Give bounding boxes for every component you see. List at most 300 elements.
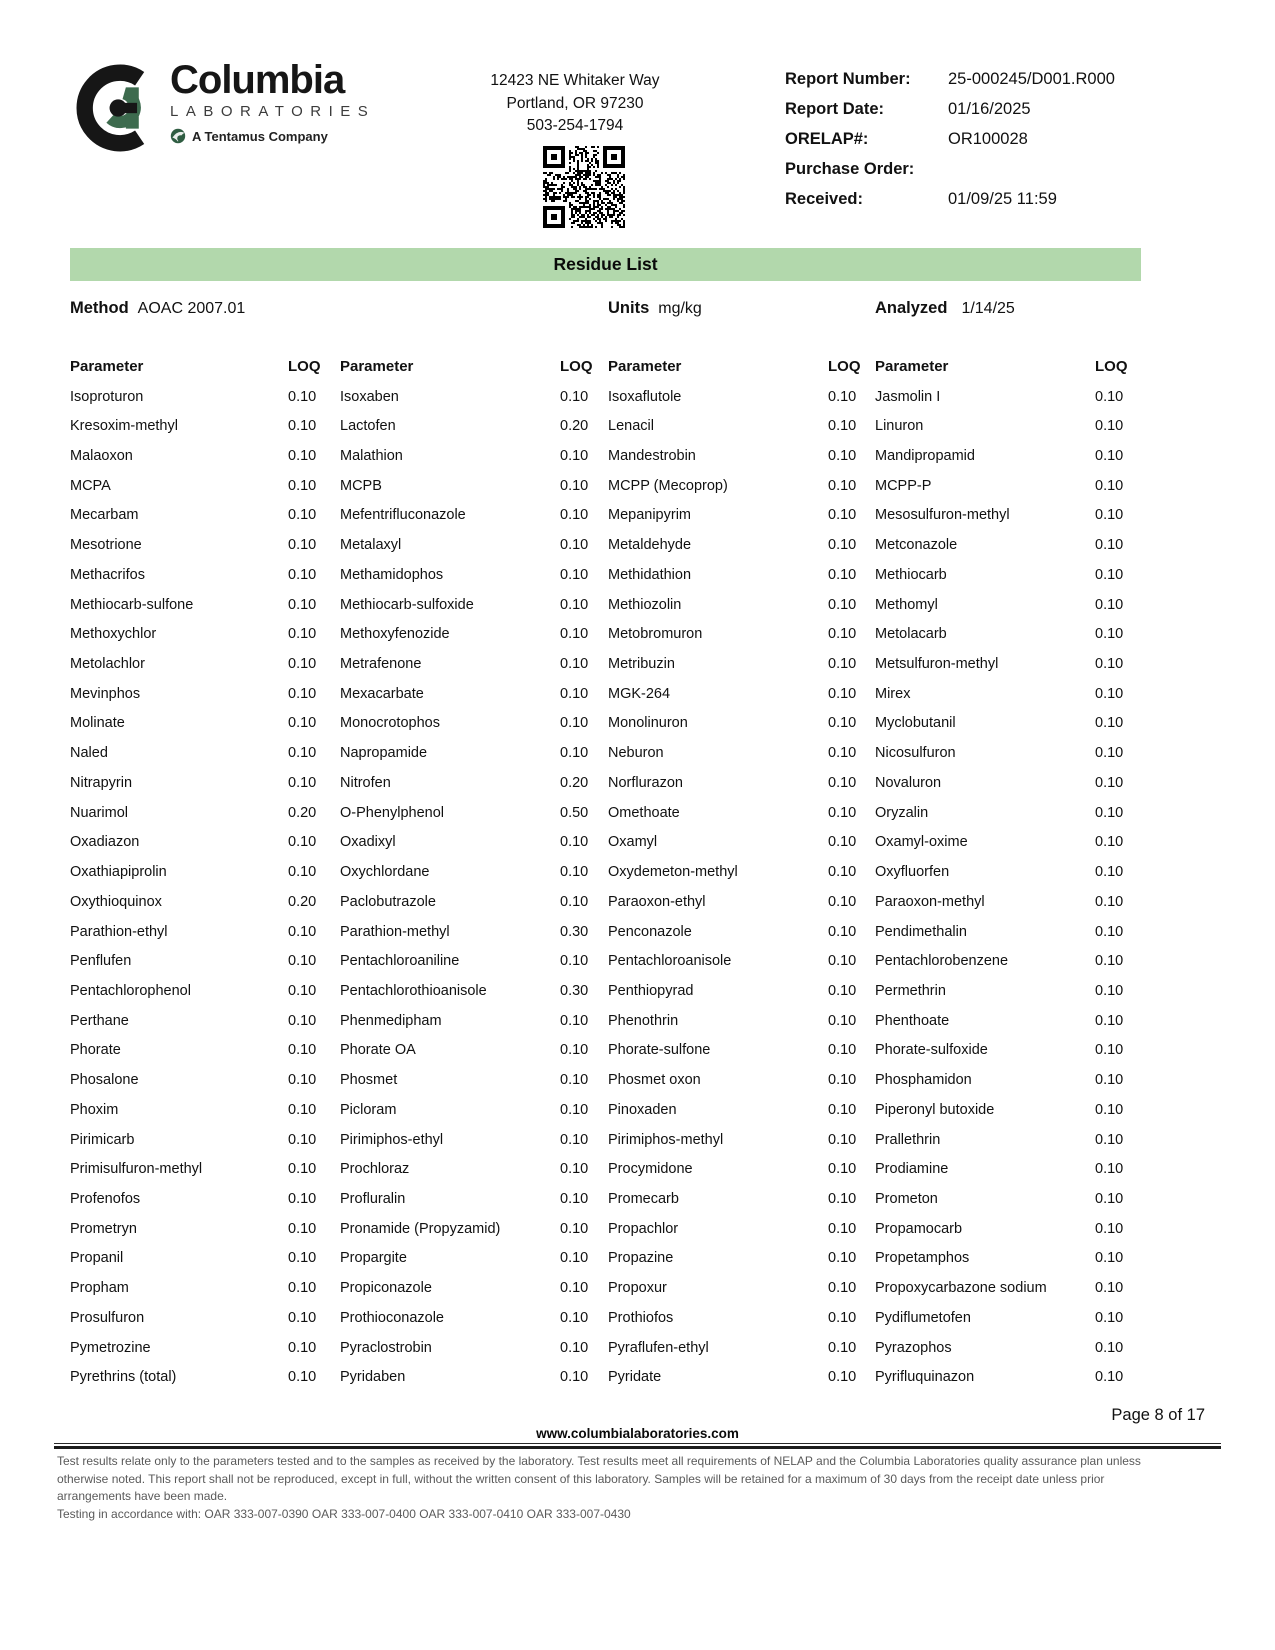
- loq-cell: 0.10: [1095, 1101, 1124, 1118]
- method-value: AOAC 2007.01: [137, 300, 246, 317]
- parameter-cell: Mesosulfuron-methyl: [875, 507, 1010, 524]
- loq-cell: 0.10: [828, 656, 857, 673]
- parameter-cell: Methiozolin: [608, 596, 682, 613]
- report-number-label: Report Number:: [785, 70, 911, 88]
- parameter-cell: O-Phenylphenol: [340, 804, 444, 821]
- loq-cell: 0.10: [1095, 1131, 1124, 1148]
- parameter-cell: Pinoxaden: [608, 1101, 677, 1118]
- loq-cell: 0.10: [560, 715, 589, 732]
- parameter-cell: Omethoate: [608, 804, 680, 821]
- parameter-cell: Metrafenone: [340, 656, 422, 673]
- loq-cell: 0.10: [828, 1072, 857, 1089]
- loq-cell: 0.50: [560, 804, 589, 821]
- parameter-cell: Metsulfuron-methyl: [875, 656, 999, 673]
- loq-cell: 0.10: [828, 626, 857, 643]
- parameter-cell: Nuarimol: [70, 804, 129, 821]
- report-info-row: [785, 160, 1205, 179]
- loq-cell: 0.10: [1095, 864, 1124, 881]
- parameter-cell: Pirimicarb: [70, 1131, 135, 1148]
- parameter-cell: Kresoxim-methyl: [70, 418, 178, 435]
- units-value: mg/kg: [658, 300, 702, 317]
- parameter-cell: Pydiflumetofen: [875, 1309, 971, 1326]
- parameter-cell: Nicosulfuron: [875, 745, 956, 762]
- loq-cell: 0.10: [560, 1339, 589, 1356]
- loq-cell: 0.10: [560, 1042, 589, 1059]
- parameter-cell: Methoxychlor: [70, 626, 157, 643]
- parameter-cell: Monolinuron: [608, 715, 688, 732]
- loq-cell: 0.10: [1095, 1250, 1124, 1267]
- parameter-cell: Methiocarb: [875, 566, 947, 583]
- purchase-order-value: [948, 160, 1205, 179]
- parameter-cell: Pirimiphos-methyl: [608, 1131, 724, 1148]
- loq-cell: 0.30: [560, 982, 589, 999]
- parameter-cell: Parathion-methyl: [340, 923, 450, 940]
- loq-cell: 0.10: [288, 1309, 317, 1326]
- loq-cell: 0.10: [560, 834, 589, 851]
- loq-cell: 0.10: [288, 1012, 317, 1029]
- parameter-cell: Oxychlordane: [340, 864, 430, 881]
- parameter-cell: Penconazole: [608, 923, 692, 940]
- loq-cell: 0.10: [288, 1190, 317, 1207]
- qr-code: [543, 146, 625, 228]
- loq-cell: 0.10: [560, 745, 589, 762]
- method: [70, 299, 245, 318]
- parameter-cell: Mepanipyrim: [608, 507, 691, 524]
- loq-cell: 0.10: [828, 1012, 857, 1029]
- report-info-row: [785, 190, 1205, 209]
- loq-cell: 0.10: [828, 1250, 857, 1267]
- parameter-cell: Primisulfuron-methyl: [70, 1161, 203, 1178]
- parameter-cell: Lactofen: [340, 418, 396, 435]
- parameter-cell: Napropamide: [340, 745, 428, 762]
- loq-cell: 0.10: [1095, 1190, 1124, 1207]
- parameter-cell: Prometon: [875, 1190, 938, 1207]
- loq-cell: 0.10: [288, 1131, 317, 1148]
- parameter-cell: Prothiofos: [608, 1309, 674, 1326]
- parameter-cell: Prochloraz: [340, 1161, 410, 1178]
- loq-cell: 0.10: [560, 1072, 589, 1089]
- loq-cell: 0.10: [828, 418, 857, 435]
- loq-cell: 0.10: [288, 715, 317, 732]
- loq-cell: 0.10: [288, 507, 317, 524]
- parameter-cell: Procymidone: [608, 1161, 693, 1178]
- columbia-cl-logo-icon: [76, 60, 162, 156]
- parameter-cell: Propiconazole: [340, 1280, 432, 1297]
- parameter-cell: Pyrifluquinazon: [875, 1369, 975, 1386]
- tentamus-leaf-icon: [170, 128, 186, 144]
- parameter-cell: Phosalone: [70, 1072, 139, 1089]
- loq-cell: 0.10: [288, 596, 317, 613]
- loq-cell: 0.10: [288, 448, 317, 465]
- loq-cell: 0.10: [828, 388, 857, 405]
- loq-cell: 0.10: [560, 893, 589, 910]
- loq-cell: 0.10: [288, 388, 317, 405]
- parameter-cell: Oxadiazon: [70, 834, 140, 851]
- parameter-cell: Pyrethrins (total): [70, 1369, 177, 1386]
- residue-table: [70, 352, 1141, 1392]
- tagline-text: A Tentamus Company: [192, 128, 328, 144]
- report-info-row: [785, 100, 1205, 119]
- loq-cell: 0.10: [560, 507, 589, 524]
- loq-cell: 0.10: [560, 537, 589, 554]
- loq-cell: 0.10: [1095, 448, 1124, 465]
- loq-cell: 0.10: [1095, 507, 1124, 524]
- parameter-cell: Permethrin: [875, 982, 946, 999]
- loq-cell: 0.10: [288, 685, 317, 702]
- loq-cell: 0.10: [288, 1280, 317, 1297]
- parameter-cell: Phenothrin: [608, 1012, 679, 1029]
- parameter-cell: Isoxaflutole: [608, 388, 682, 405]
- parameter-cell: Penthiopyrad: [608, 982, 694, 999]
- loq-cell: 0.10: [288, 537, 317, 554]
- parameter-cell: Pyraclostrobin: [340, 1339, 432, 1356]
- parameter-cell: Pyridaben: [340, 1369, 406, 1386]
- parameter-cell: Linuron: [875, 418, 924, 435]
- loq-cell: 0.10: [1095, 685, 1124, 702]
- parameter-cell: Phosphamidon: [875, 1072, 972, 1089]
- parameter-cell: Phoxim: [70, 1101, 119, 1118]
- loq-cell: 0.10: [560, 1220, 589, 1237]
- loq-cell: 0.10: [1095, 982, 1124, 999]
- parameter-cell: Paclobutrazole: [340, 893, 436, 910]
- loq-cell: 0.10: [828, 566, 857, 583]
- loq-cell: 0.10: [828, 1190, 857, 1207]
- loq-cell: 0.10: [560, 1309, 589, 1326]
- purchase-order-label: Purchase Order:: [785, 160, 915, 178]
- loq-cell: 0.10: [1095, 1280, 1124, 1297]
- loq-cell: 0.10: [288, 953, 317, 970]
- loq-cell: 0.10: [1095, 596, 1124, 613]
- parameter-cell: Metribuzin: [608, 656, 675, 673]
- brand-subtitle: LABORATORIES: [170, 103, 376, 120]
- parameter-cell: Mecarbam: [70, 507, 139, 524]
- report-info-row: [785, 70, 1205, 89]
- loq-cell: 0.10: [828, 507, 857, 524]
- loq-column-header: LOQ: [560, 358, 593, 376]
- parameter-cell: MCPP (Mecoprop): [608, 477, 728, 494]
- loq-cell: 0.10: [288, 1339, 317, 1356]
- brand-tagline: [170, 128, 375, 144]
- loq-cell: 0.10: [1095, 804, 1124, 821]
- loq-cell: 0.10: [1095, 388, 1124, 405]
- loq-cell: 0.20: [288, 804, 317, 821]
- report-date-value: 01/16/2025: [948, 100, 1031, 118]
- parameter-cell: Oxyfluorfen: [875, 864, 950, 881]
- parameter-cell: Jasmolin I: [875, 388, 941, 405]
- parameter-cell: Oxathiapiprolin: [70, 864, 167, 881]
- loq-column-header: LOQ: [828, 358, 861, 376]
- loq-cell: 0.10: [560, 864, 589, 881]
- parameter-cell: Methoxyfenozide: [340, 626, 450, 643]
- loq-cell: 0.10: [560, 656, 589, 673]
- parameter-cell: Prodiamine: [875, 1161, 949, 1178]
- parameter-cell: Profluralin: [340, 1190, 406, 1207]
- parameter-cell: Malaoxon: [70, 448, 133, 465]
- parameter-cell: Mandestrobin: [608, 448, 696, 465]
- parameter-cell: Propachlor: [608, 1220, 679, 1237]
- loq-cell: 0.10: [828, 1131, 857, 1148]
- loq-cell: 0.10: [828, 1220, 857, 1237]
- loq-cell: 0.10: [288, 774, 317, 791]
- parameter-cell: Mesotrione: [70, 537, 142, 554]
- loq-cell: 0.10: [1095, 1042, 1124, 1059]
- parameter-cell: Promecarb: [608, 1190, 679, 1207]
- parameter-cell: Methiocarb-sulfoxide: [340, 596, 474, 613]
- parameter-cell: Metobromuron: [608, 626, 703, 643]
- loq-cell: 0.10: [828, 1339, 857, 1356]
- loq-cell: 0.10: [1095, 566, 1124, 583]
- loq-cell: 0.10: [828, 774, 857, 791]
- loq-cell: 0.10: [828, 953, 857, 970]
- parameter-cell: Oryzalin: [875, 804, 929, 821]
- page-number: Page 8 of 17: [1111, 1406, 1205, 1424]
- parameter-cell: Oxamyl: [608, 834, 658, 851]
- loq-cell: 0.10: [828, 477, 857, 494]
- loq-cell: 0.10: [828, 923, 857, 940]
- parameter-cell: Lenacil: [608, 418, 654, 435]
- loq-cell: 0.10: [288, 982, 317, 999]
- loq-cell: 0.10: [560, 1012, 589, 1029]
- parameter-cell: Phosmet: [340, 1072, 398, 1089]
- footer-rule: [54, 1446, 1221, 1449]
- parameter-cell: Oxydemeton-methyl: [608, 864, 738, 881]
- parameter-cell: Nitrapyrin: [70, 774, 133, 791]
- parameter-cell: Mefentrifluconazole: [340, 507, 466, 524]
- parameter-cell: Pentachloroanisole: [608, 953, 732, 970]
- parameter-cell: Propazine: [608, 1250, 674, 1267]
- loq-cell: 0.10: [1095, 953, 1124, 970]
- parameter-cell: Perthane: [70, 1012, 129, 1029]
- parameter-cell: Malathion: [340, 448, 403, 465]
- parameter-cell: Phorate-sulfoxide: [875, 1042, 988, 1059]
- parameter-cell: Oxamyl-oxime: [875, 834, 968, 851]
- parameter-cell: Piperonyl butoxide: [875, 1101, 995, 1118]
- loq-cell: 0.10: [1095, 1339, 1124, 1356]
- parameter-cell: MGK-264: [608, 685, 671, 702]
- loq-cell: 0.10: [1095, 1309, 1124, 1326]
- loq-cell: 0.10: [1095, 477, 1124, 494]
- parameter-cell: Oxythioquinox: [70, 893, 162, 910]
- parameter-cell: Propoxycarbazone sodium: [875, 1280, 1047, 1297]
- parameter-cell: Propoxur: [608, 1280, 667, 1297]
- loq-cell: 0.10: [1095, 1161, 1124, 1178]
- loq-cell: 0.10: [560, 566, 589, 583]
- parameter-cell: Parathion-ethyl: [70, 923, 168, 940]
- loq-cell: 0.10: [1095, 626, 1124, 643]
- address-phone: 503-254-1794: [526, 117, 624, 134]
- parameter-cell: Naled: [70, 745, 108, 762]
- parameter-cell: Prothioconazole: [340, 1309, 444, 1326]
- parameter-cell: Methamidophos: [340, 566, 444, 583]
- loq-cell: 0.10: [828, 596, 857, 613]
- loq-cell: 0.10: [288, 834, 317, 851]
- method-label: Method: [70, 299, 129, 317]
- parameter-cell: Profenofos: [70, 1190, 141, 1207]
- loq-cell: 0.10: [828, 1309, 857, 1326]
- parameter-cell: Pentachloroaniline: [340, 953, 460, 970]
- loq-cell: 0.10: [828, 982, 857, 999]
- units-label: Units: [608, 299, 650, 317]
- parameter-cell: Pyrazophos: [875, 1339, 952, 1356]
- parameter-cell: Propanil: [70, 1250, 124, 1267]
- parameter-cell: Neburon: [608, 745, 664, 762]
- parameter-cell: Mevinphos: [70, 685, 141, 702]
- loq-cell: 0.10: [288, 626, 317, 643]
- loq-cell: 0.10: [828, 1161, 857, 1178]
- loq-cell: 0.10: [1095, 745, 1124, 762]
- loq-cell: 0.10: [560, 1280, 589, 1297]
- footer-accordance: Testing in accordance with: OAR 333-007-0390 OAR 333-007-0400 OAR 333-007-0410 OAR 333-007-0430: [57, 1507, 631, 1521]
- parameter-cell: Methomyl: [875, 596, 938, 613]
- loq-cell: 0.10: [1095, 774, 1124, 791]
- parameter-cell: Propamocarb: [875, 1220, 963, 1237]
- parameter-cell: Pentachlorobenzene: [875, 953, 1009, 970]
- loq-cell: 0.10: [1095, 537, 1124, 554]
- loq-cell: 0.10: [1095, 1369, 1124, 1386]
- parameter-cell: Methidathion: [608, 566, 692, 583]
- loq-cell: 0.10: [828, 1280, 857, 1297]
- parameter-cell: Prometryn: [70, 1220, 137, 1237]
- parameter-cell: Prallethrin: [875, 1131, 941, 1148]
- parameter-cell: Phenthoate: [875, 1012, 950, 1029]
- analyzed-label: Analyzed: [875, 299, 948, 317]
- loq-cell: 0.10: [1095, 923, 1124, 940]
- loq-cell: 0.10: [288, 745, 317, 762]
- parameter-cell: Nitrofen: [340, 774, 391, 791]
- loq-cell: 0.10: [288, 1042, 317, 1059]
- loq-cell: 0.10: [560, 477, 589, 494]
- loq-cell: 0.10: [288, 864, 317, 881]
- loq-cell: 0.10: [560, 1250, 589, 1267]
- lab-address: [455, 70, 695, 138]
- loq-cell: 0.10: [828, 448, 857, 465]
- report-number-value: 25-000245/D001.R000: [948, 70, 1115, 88]
- address-line1: 12423 NE Whitaker Way: [490, 72, 660, 89]
- loq-cell: 0.10: [288, 418, 317, 435]
- units: [608, 299, 702, 318]
- report-date-label: Report Date:: [785, 100, 885, 118]
- loq-cell: 0.10: [828, 804, 857, 821]
- parameter-cell: Isoxaben: [340, 388, 399, 405]
- parameter-cell: Metconazole: [875, 537, 958, 554]
- loq-cell: 0.10: [560, 1131, 589, 1148]
- website-url: www.columbialaboratories.com: [536, 1426, 739, 1441]
- loq-cell: 0.10: [288, 566, 317, 583]
- loq-cell: 0.10: [828, 864, 857, 881]
- loq-cell: 0.10: [288, 1250, 317, 1267]
- parameter-cell: Pirimiphos-ethyl: [340, 1131, 444, 1148]
- parameter-cell: Metalaxyl: [340, 537, 402, 554]
- loq-cell: 0.10: [288, 656, 317, 673]
- parameter-cell: Molinate: [70, 715, 125, 732]
- parameter-cell: Pentachlorothioanisole: [340, 982, 487, 999]
- parameter-cell: Pendimethalin: [875, 923, 967, 940]
- parameter-cell: Picloram: [340, 1101, 397, 1118]
- parameter-cell: Pentachlorophenol: [70, 982, 191, 999]
- loq-cell: 0.10: [828, 685, 857, 702]
- loq-cell: 0.10: [828, 745, 857, 762]
- parameter-column-header: Parameter: [875, 358, 949, 376]
- parameter-cell: Methacrifos: [70, 566, 145, 583]
- loq-cell: 0.20: [560, 418, 589, 435]
- loq-cell: 0.10: [828, 1369, 857, 1386]
- loq-cell: 0.10: [560, 1161, 589, 1178]
- loq-cell: 0.10: [828, 1101, 857, 1118]
- loq-cell: 0.10: [288, 1072, 317, 1089]
- loq-cell: 0.10: [828, 537, 857, 554]
- parameter-cell: Mirex: [875, 685, 911, 702]
- brand-name: Columbia: [170, 58, 345, 102]
- parameter-column-header: Parameter: [608, 358, 682, 376]
- parameter-cell: Paraoxon-methyl: [875, 893, 985, 910]
- loq-cell: 0.10: [560, 448, 589, 465]
- parameter-column-header: Parameter: [70, 358, 144, 376]
- loq-column-header: LOQ: [1095, 358, 1128, 376]
- parameter-cell: Paraoxon-ethyl: [608, 893, 706, 910]
- parameter-column-header: Parameter: [340, 358, 414, 376]
- loq-cell: 0.10: [288, 1220, 317, 1237]
- orelap-label: ORELAP#:: [785, 130, 869, 148]
- parameter-cell: Propargite: [340, 1250, 407, 1267]
- parameter-cell: Metolachlor: [70, 656, 145, 673]
- parameter-cell: Methiocarb-sulfone: [70, 596, 194, 613]
- analyzed: [875, 299, 1015, 318]
- received-value: 01/09/25 11:59: [948, 190, 1057, 208]
- residue-banner: Residue List: [70, 248, 1141, 281]
- parameter-cell: Propham: [70, 1280, 129, 1297]
- parameter-cell: Pyraflufen-ethyl: [608, 1339, 709, 1356]
- parameter-cell: Metaldehyde: [608, 537, 692, 554]
- parameter-cell: Novaluron: [875, 774, 942, 791]
- parameter-cell: Mexacarbate: [340, 685, 424, 702]
- analyzed-value: 1/14/25: [961, 300, 1015, 317]
- parameter-cell: Phenmedipham: [340, 1012, 442, 1029]
- loq-cell: 0.10: [1095, 1220, 1124, 1237]
- loq-cell: 0.10: [288, 1101, 317, 1118]
- loq-cell: 0.10: [1095, 656, 1124, 673]
- logo-block: [76, 60, 376, 156]
- loq-column-header: LOQ: [288, 358, 321, 376]
- loq-cell: 0.10: [288, 923, 317, 940]
- loq-cell: 0.10: [560, 388, 589, 405]
- parameter-cell: Phorate-sulfone: [608, 1042, 711, 1059]
- loq-cell: 0.10: [560, 1190, 589, 1207]
- loq-cell: 0.10: [828, 1042, 857, 1059]
- received-label: Received:: [785, 190, 863, 208]
- loq-cell: 0.10: [560, 1101, 589, 1118]
- report-info-row: [785, 130, 1205, 149]
- parameter-cell: Norflurazon: [608, 774, 683, 791]
- parameter-cell: Monocrotophos: [340, 715, 440, 732]
- loq-cell: 0.20: [288, 893, 317, 910]
- parameter-cell: Metolacarb: [875, 626, 947, 643]
- loq-cell: 0.10: [1095, 715, 1124, 732]
- loq-cell: 0.10: [828, 715, 857, 732]
- parameter-cell: Propetamphos: [875, 1250, 970, 1267]
- loq-cell: 0.10: [288, 1369, 317, 1386]
- loq-cell: 0.20: [560, 774, 589, 791]
- parameter-cell: MCPP-P: [875, 477, 932, 494]
- meta-row: [70, 299, 1141, 323]
- parameter-cell: Pyridate: [608, 1369, 662, 1386]
- loq-cell: 0.10: [1095, 1072, 1124, 1089]
- footer-rule: [54, 1443, 1221, 1444]
- loq-cell: 0.10: [828, 893, 857, 910]
- parameter-cell: Prosulfuron: [70, 1309, 145, 1326]
- parameter-cell: Phorate OA: [340, 1042, 416, 1059]
- loq-cell: 0.10: [288, 477, 317, 494]
- footer-disclaimer: Test results relate only to the parameters tested and to the samples as received by the laboratory. Test results meet all requirements of NELAP and the Columbia Laboratories quality assurance plan unless otherwise noted. This report shall not be reproduced, except in full, without the written consent of this laboratory. Samples will be retained for a maximum of 30 days from the receipt date unless prior arrangements have been made.: [57, 1454, 1141, 1503]
